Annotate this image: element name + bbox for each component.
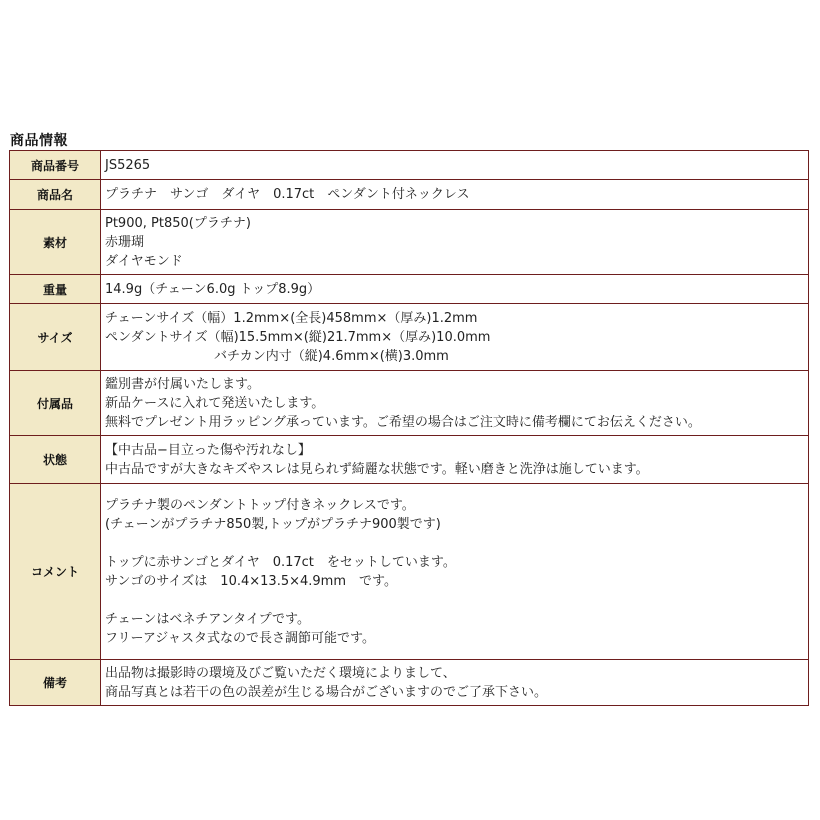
value-comment: [101, 484, 809, 660]
row-product-name: [10, 180, 809, 210]
comment-line: プラチナ製のペンダントトップ付きネックレスです。: [105, 497, 415, 513]
comment-line: フリーアジャスタ式なので長さ調節可能です。: [105, 630, 376, 646]
row-material: [10, 210, 809, 275]
value-condition: [101, 436, 809, 484]
label-comment: コメント: [10, 484, 101, 660]
comment-line: トップに赤サンゴとダイヤ 0.17ct をセットしています。: [105, 554, 456, 570]
label-accessories: 付属品: [10, 371, 101, 436]
comment-spacer: [105, 534, 808, 553]
row-condition: [10, 436, 809, 484]
size-line: チェーンサイズ（幅）1.2mm×(全長)458mm×（厚み)1.2mm: [105, 310, 478, 326]
accessories-line: 無料でプレゼント用ラッピング承っています。ご希望の場合はご注文時に備考欄にてお伝えください。: [105, 414, 701, 430]
label-weight: 重量: [10, 275, 101, 304]
notes-line: 商品写真とは若干の色の誤差が生じる場合がございますのでご了承下さい。: [105, 684, 548, 700]
label-product-name: 商品名: [10, 180, 101, 210]
comment-line: (チェーンがプラチナ850製,トップがプラチナ900製です): [105, 516, 441, 532]
condition-line: 中古品ですが大きなキズやスレは見られず綺麗な状態です。軽い磨きと洗浄は施しています。: [105, 461, 649, 477]
value-weight: [101, 275, 809, 304]
weight-text: 14.9g（チェーン6.0g トップ8.9g）: [105, 281, 321, 297]
row-accessories: [10, 371, 809, 436]
material-line: 赤珊瑚: [105, 234, 145, 250]
product-info-table: [9, 150, 809, 706]
condition-line: 【中古品−目立った傷や汚れなし】: [105, 442, 311, 458]
row-notes: [10, 660, 809, 706]
material-line: Pt900, Pt850(プラチナ): [105, 215, 251, 231]
accessories-line: 新品ケースに入れて発送いたします。: [105, 395, 325, 411]
section-title: 商品情報: [10, 133, 68, 149]
material-line: ダイヤモンド: [105, 253, 183, 269]
accessories-line: 鑑別書が付属いたします。: [105, 376, 260, 392]
comment-spacer: [105, 591, 808, 610]
size-line: ペンダントサイズ（幅)15.5mm×(縦)21.7mm×（厚み)10.0mm: [105, 329, 491, 345]
value-size: [101, 304, 809, 371]
value-material: [101, 210, 809, 275]
row-comment: [10, 484, 809, 660]
value-product-name: [101, 180, 809, 210]
row-size: [10, 304, 809, 371]
row-weight: [10, 275, 809, 304]
value-notes: [101, 660, 809, 706]
row-product-number: [10, 151, 809, 180]
product-number: JS5265: [105, 157, 151, 173]
value-accessories: [101, 371, 809, 436]
size-line: バチカン内寸（縦)4.6mm×(横)3.0mm: [214, 348, 449, 364]
comment-line: サンゴのサイズは 10.4×13.5×4.9mm です。: [105, 573, 397, 589]
label-product-number: 商品番号: [10, 151, 101, 180]
notes-line: 出品物は撮影時の環境及びご覧いただく環境によりまして、: [105, 665, 456, 681]
value-product-number: [101, 151, 809, 180]
label-material: 素材: [10, 210, 101, 275]
product-name: プラチナ サンゴ ダイヤ 0.17ct ペンダント付ネックレス: [105, 187, 470, 202]
label-size: サイズ: [10, 304, 101, 371]
comment-line: チェーンはベネチアンタイプです。: [105, 611, 311, 627]
label-condition: 状態: [10, 436, 101, 484]
label-notes: 備考: [10, 660, 101, 706]
